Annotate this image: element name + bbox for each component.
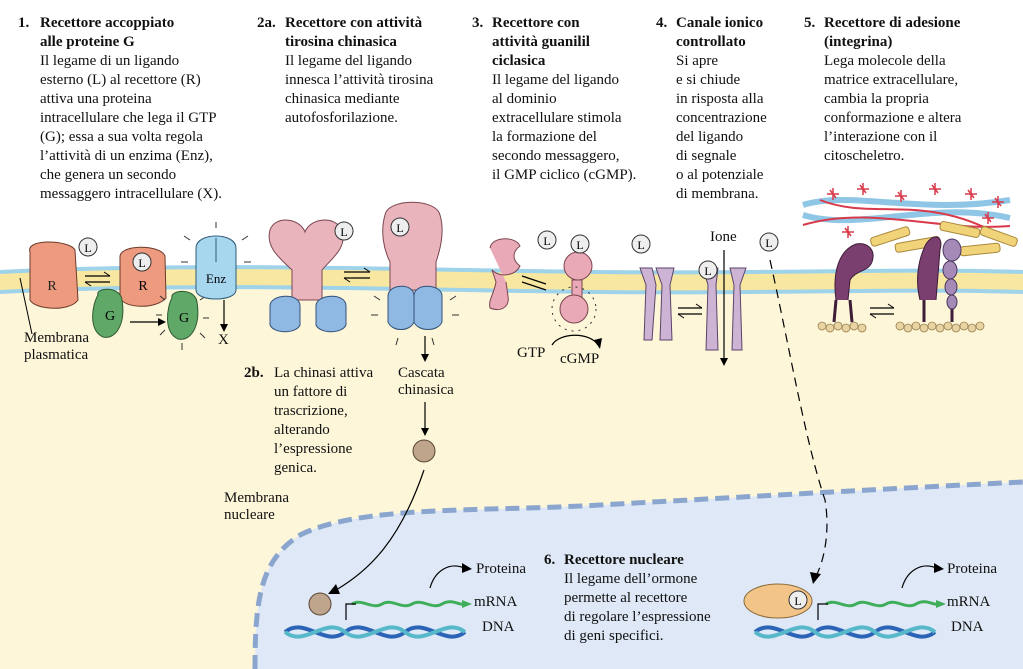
block-gpcr-text: Il legame di un ligando esterno (L) al recettore (R) attiva una proteina intracellulare che lega il GTP (G); essa a sua volta regola l’attività di un enzima (Enz), che genera un secondo messaggero intracellulare (X). xyxy=(40,53,222,202)
label-mrna-right: mRNA xyxy=(947,594,991,610)
label-protein-left: Proteina xyxy=(476,561,526,577)
block-gc-title: Recettore con attività guanilil ciclasica xyxy=(492,15,590,69)
block-tf-number: 2b. xyxy=(244,365,264,381)
block-tk-number: 2a. xyxy=(257,15,276,31)
ligand-4-bound xyxy=(699,261,717,279)
block-gc xyxy=(472,14,652,185)
svg-text:Enz: Enz xyxy=(205,271,227,286)
svg-text:L: L xyxy=(765,236,773,250)
svg-text:L: L xyxy=(637,238,645,252)
label-second-messenger-x: X xyxy=(218,332,229,348)
block-gpcr-title: Recettore accoppiato alle proteine G xyxy=(40,15,175,50)
label-ion: Ione xyxy=(710,229,737,245)
block-ion-number: 4. xyxy=(656,15,668,31)
ligand-6-free xyxy=(760,233,778,251)
label-plasma-membrane: Membrana plasmatica xyxy=(24,330,89,363)
block-ion-text: Si apre e si chiude in risposta alla concentrazione del ligando di segnale o al potenziale di membrana. xyxy=(676,53,767,202)
transcription-factor-cytoplasm xyxy=(413,440,435,462)
svg-text:L: L xyxy=(704,264,712,278)
svg-text:G: G xyxy=(178,311,190,326)
label-nuclear-membrane: Membrana nucleare xyxy=(224,490,289,523)
block-gc-number: 3. xyxy=(472,15,484,31)
block-tf-text: La chinasi attiva un fattore di trascrizione, alterando l’espressione genica. xyxy=(274,365,374,476)
svg-text:G: G xyxy=(104,309,116,324)
block-nuclear xyxy=(544,551,754,646)
block-tk-text: Il legame del ligando innesca l’attività tirosina chinasica mediante autofosforilazione. xyxy=(285,53,434,126)
block-integrin-text: Lega molecole della matrice extracellulare, cambia la propria conformazione e altera l’interazione con il citoscheletro. xyxy=(824,53,962,164)
label-dna-left: DNA xyxy=(482,619,515,635)
ligand-6-bound xyxy=(789,591,807,609)
label-mrna-left: mRNA xyxy=(474,594,518,610)
block-integrin-title: Recettore di adesione (integrina) xyxy=(824,15,961,50)
ligand-3-free xyxy=(538,231,556,249)
block-nuclear-text: Il legame dell’ormone permette al recettore di regolare l’espressione di geni specifici. xyxy=(564,571,711,644)
ligand-1b xyxy=(133,253,151,271)
block-tf xyxy=(244,364,384,478)
svg-text:L: L xyxy=(794,594,802,608)
svg-text:L: L xyxy=(396,221,404,235)
block-tk xyxy=(257,14,467,128)
svg-text:L: L xyxy=(543,234,551,248)
ligand-2a-bound xyxy=(391,218,409,236)
svg-text:L: L xyxy=(84,241,92,255)
label-protein-right: Proteina xyxy=(947,561,997,577)
block-gpcr xyxy=(18,14,268,204)
block-ion xyxy=(656,14,796,204)
label-cgmp: cGMP xyxy=(560,351,600,367)
svg-text:R: R xyxy=(47,279,57,294)
ligand-3-bound xyxy=(571,235,589,253)
label-kinase-cascade: Cascata chinasica xyxy=(398,365,454,398)
svg-text:L: L xyxy=(576,238,584,252)
block-tk-title: Recettore con attività tirosina chinasica xyxy=(285,15,423,50)
transcription-factor-nucleus xyxy=(309,593,331,615)
block-nuclear-title: Recettore nucleare xyxy=(564,552,684,568)
g-protein-inactive xyxy=(93,289,123,337)
gpcr-inactive-receptor xyxy=(30,242,78,308)
block-gpcr-number: 1. xyxy=(18,15,30,31)
svg-text:L: L xyxy=(340,225,348,239)
block-gc-text: Il legame del ligando al dominio extracellulare stimola la formazione del secondo messaggero, il GMP ciclico (cGMP). xyxy=(492,72,637,183)
ligand-2a-free xyxy=(335,222,353,240)
label-gtp: GTP xyxy=(517,345,546,361)
ligand-1a xyxy=(79,238,97,256)
block-ion-title: Canale ionico controllato xyxy=(676,15,764,50)
svg-text:R: R xyxy=(138,279,148,294)
block-nuclear-number: 6. xyxy=(544,552,556,568)
block-integrin xyxy=(804,14,1019,166)
svg-text:L: L xyxy=(138,256,146,270)
ligand-4-free xyxy=(632,235,650,253)
block-integrin-number: 5. xyxy=(804,15,816,31)
label-dna-right: DNA xyxy=(951,619,984,635)
ecm-fibers xyxy=(803,183,1018,256)
